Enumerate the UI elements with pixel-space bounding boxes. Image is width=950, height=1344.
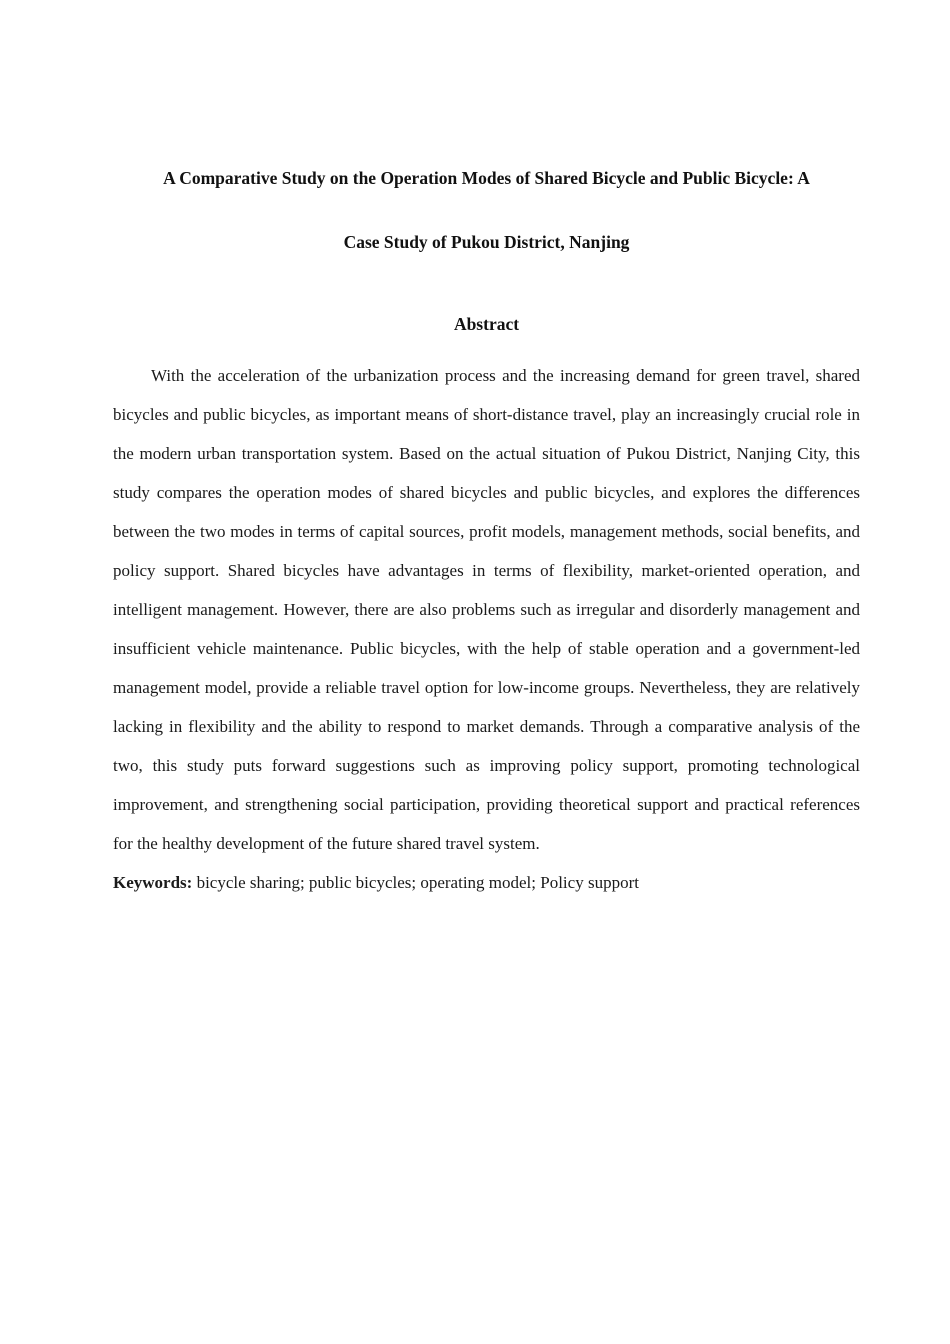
keywords-line: [113, 863, 860, 902]
paper-title-line-1: A Comparative Study on the Operation Modes of Shared Bicycle and Public Bicycle: A: [163, 168, 810, 188]
abstract-paragraph: With the acceleration of the urbanization process and the increasing demand for green travel, shared bicycles and public bicycles, as important means of short-distance travel, play an increasingly crucial role in the modern urban transportation system. Based on the actual situation of Pukou District, Nanjing City, this study compares the operation modes of shared bicycles and public bicycles, and explores the differences between the two modes in terms of capital sources, profit models, management methods, social benefits, and policy support. Shared bicycles have advantages in terms of flexibility, market-oriented operation, and intelligent management. However, there are also problems such as irregular and disorderly management and insufficient vehicle maintenance. Public bicycles, with the help of stable operation and a government-led management model, provide a reliable travel option for low-income groups. Nevertheless, they are relatively lacking in flexibility and the ability to respond to market demands. Through a comparative analysis of the two, this study puts forward suggestions such as improving policy support, promoting technological improvement, and strengthening social participation, providing theoretical support and practical references for the healthy development of the future shared travel system.: [113, 366, 860, 853]
paper-title: [113, 146, 860, 274]
paper-title-line-2: Case Study of Pukou District, Nanjing: [343, 232, 630, 252]
keywords-label: Keywords:: [113, 873, 193, 892]
abstract-heading: Abstract: [453, 314, 520, 334]
keywords-text: bicycle sharing; public bicycles; operating model; Policy support: [196, 873, 639, 892]
